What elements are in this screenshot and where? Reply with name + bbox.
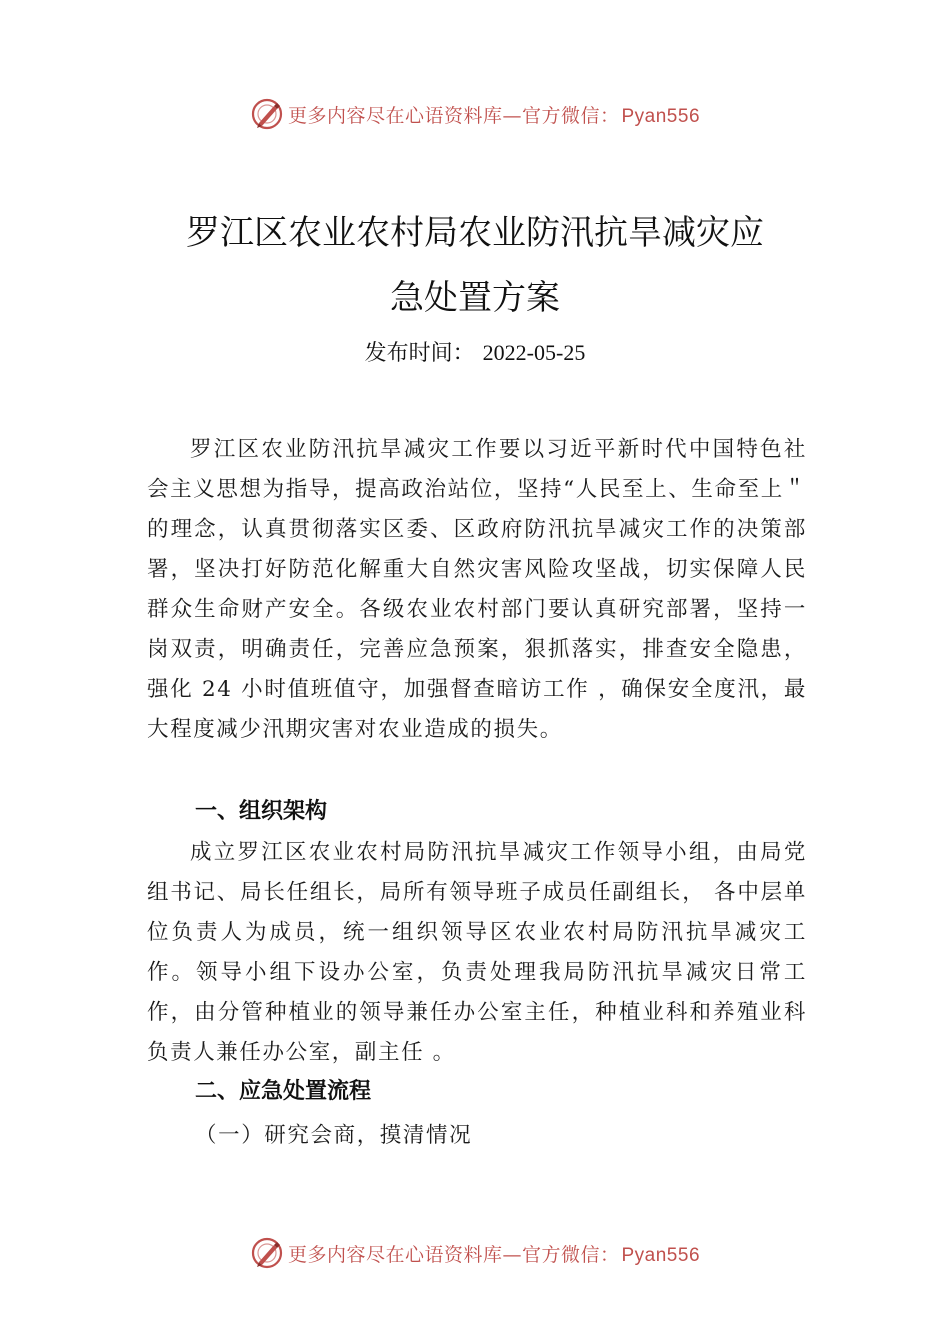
organization-paragraph: 成立罗江区农业农村局防汛抗旱减灾工作领导小组，由局党组书记、局长任组长，局所有领导班子成员任副组长， 各中层单位负责人为成员，统一组织领导区农业农村局防汛抗旱减灾工作。领导小组下设办公室，负责处理我局防汛抗旱减灾日常工作，由分管种植业的领导兼任办公室主任，种植业科和养殖业科负责人兼任办公室，副主任 。 xyxy=(147,840,807,1065)
publish-date-value: 2022-05-25 xyxy=(482,340,586,365)
watermark-label: 更多内容尽在心语资料库—官方微信： xyxy=(287,1243,620,1266)
wechat-id: Pyan556 xyxy=(621,1244,701,1266)
watermark-text xyxy=(288,101,700,128)
subsection-heading-consultation: （一）研究会商，摸清情况 xyxy=(195,1123,473,1148)
intro-paragraph: 罗江区农业防汛抗旱减灾工作要以习近平新时代中国特色社会主义思想为指导，提高政治站位，坚持“人民至上、生命至上＂的理念，认真贯彻落实区委、区政府防汛抗旱减灾工作的决策部署，坚决打好防范化解重大自然灾害风险攻坚战，切实保障人民群众生命财产安全。各级农业农村部门要认真研究部署，坚持一岗双责，明确责任，完善应急预案，狠抓落实，排查安全隐患，强化 24 小时值班值守，加强督查暗访工作 ，确保安全度汛，最大程度减少汛期灾害对农业造成的损失。 xyxy=(147,437,807,742)
wechat-id: Pyan556 xyxy=(621,105,701,127)
pen-logo-icon xyxy=(250,1236,284,1270)
section-heading-emergency-process: 二、应急处置流程 xyxy=(195,1079,372,1104)
header-watermark-banner xyxy=(0,94,950,134)
watermark-text xyxy=(288,1240,700,1267)
watermark-label: 更多内容尽在心语资料库—官方微信： xyxy=(287,104,620,127)
document-title-line-1: 罗江区农业农村局农业防汛抗旱减灾应 xyxy=(186,213,764,253)
footer-watermark-banner xyxy=(0,1233,950,1273)
publish-date-line xyxy=(0,336,950,367)
pen-logo-icon xyxy=(250,97,284,131)
section-heading-organization: 一、组织架构 xyxy=(195,799,328,824)
document-title-line-2: 急处置方案 xyxy=(390,278,560,318)
publish-date-label: 发布时间： xyxy=(364,341,475,366)
